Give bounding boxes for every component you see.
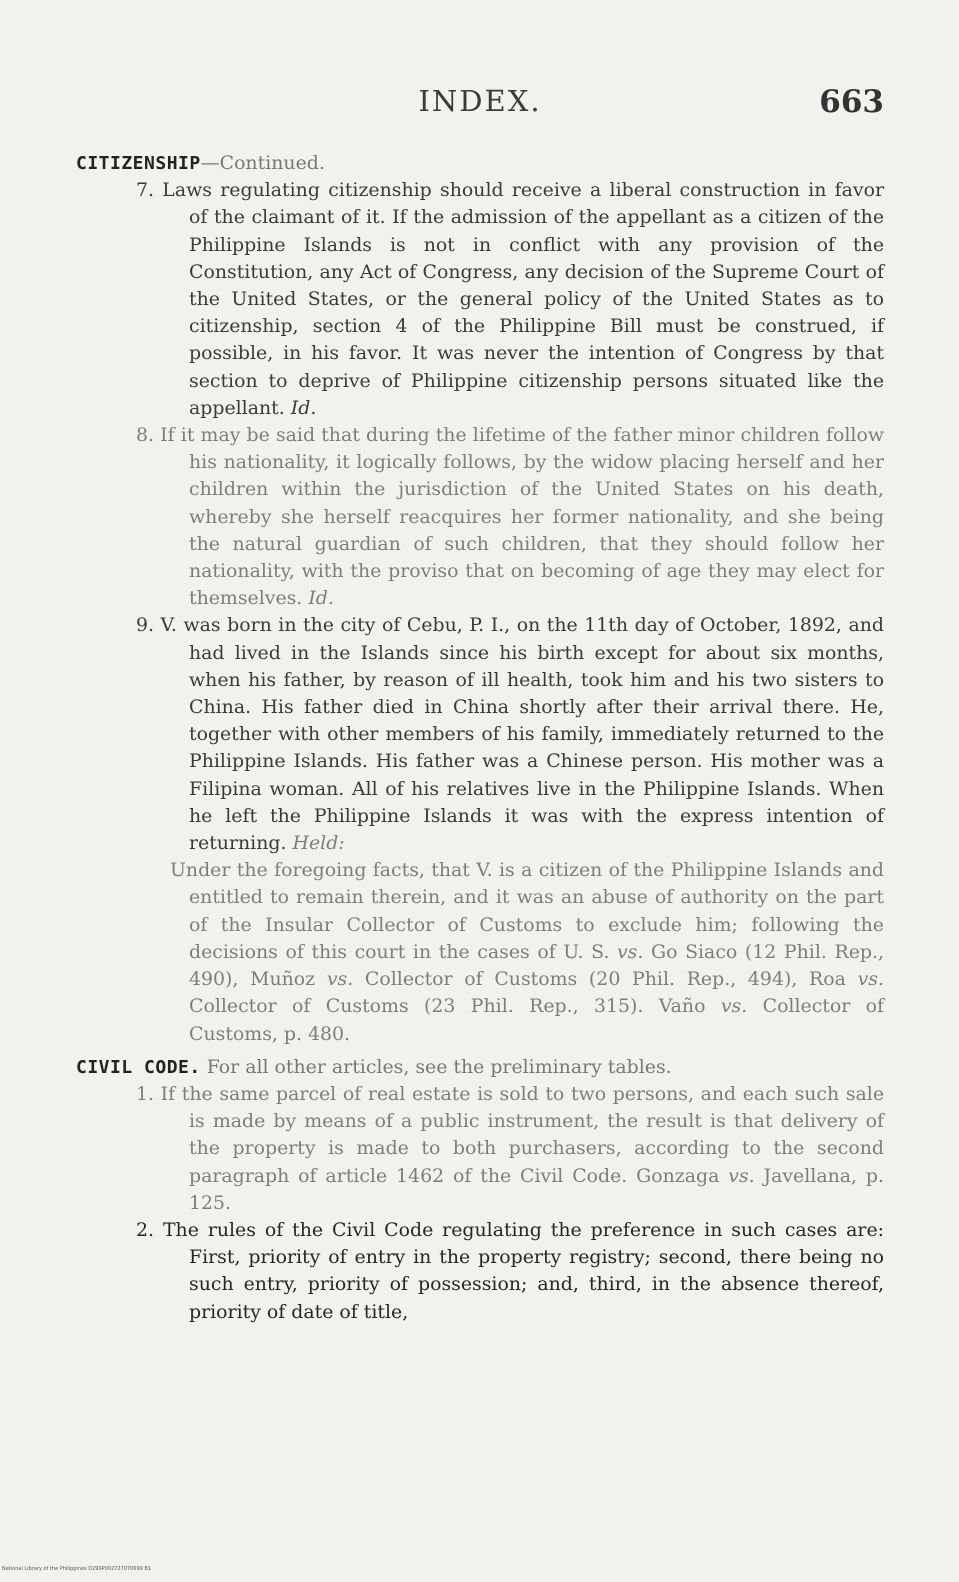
entry-citation: Javellana, p. 125. <box>189 1164 884 1214</box>
held-text: Collector of Customs, p. 480. <box>189 995 885 1045</box>
entry-citation: Id. <box>290 396 317 419</box>
heading-term: CITIZENSHIP <box>76 153 201 174</box>
heading-note: For all other articles, see the preliminary tables. <box>200 1055 672 1078</box>
versus-abbrev: vs. <box>617 940 644 963</box>
page-number: 663 <box>819 84 884 120</box>
running-head <box>76 84 884 130</box>
held-paragraph <box>76 857 884 1047</box>
index-entry-9 <box>76 612 884 857</box>
entry-text: 8. If it may be said that during the lifetime of the father minor children follow his nationality, it logically follows, by the widow placing herself and her children within the jurisdiction of the United States on his death, whereby she herself reacquires her former nationality, and she being the natural guardian of such children, that they should follow her nationality, with the proviso that on becoming of age they may elect for themselves. <box>136 424 884 610</box>
entry-text: 9. V. was born in the city of Cebu, P. I., on the 11th day of October, 1892, and had lived in the Islands since his birth except for about six months, when his father, by reason of ill health, took him and his two sisters to China. His father died in China shortly after their arrival there. He, together with other members of his family, immediately returned to the Philippine Islands. His father was a Chinese person. His mother was a Filipina woman. All of his relatives live in the Philippine Islands. When he left the Philippine Islands it was with the express intention of returning. <box>136 614 884 855</box>
versus-abbrev: vs. <box>326 968 354 991</box>
index-heading-civil-code <box>76 1054 884 1081</box>
entry-text: 2. The rules of the Civil Code regulating the preference in such cases are: First, priority of entry in the property registry; second, there being no such entry, priority of possession; and, third, in the absence thereof, priority of date of title, <box>136 1218 884 1323</box>
held-text: Under the foregoing facts, that V. is a citizen of the Philippine Islands and entitled to remain therein, and it was an abuse of authority on the part of the Insular Collector of Customs to exclude him; following the decisions of this court in the cases of U. S. <box>170 859 884 963</box>
entry-citation: Held: <box>292 832 345 855</box>
held-text: Go Siaco (12 Phil. Rep., 490), Muñoz <box>189 940 884 991</box>
index-heading-citizenship <box>76 150 884 177</box>
index-text <box>76 150 884 1326</box>
heading-continued: —Continued. <box>200 152 325 174</box>
held-text: Collector of Customs (23 Phil. Rep., 315). Vaño <box>189 995 706 1018</box>
versus-abbrev: vs. <box>720 995 748 1018</box>
index-entry-8 <box>76 422 884 612</box>
entry-citation: Id. <box>308 587 334 610</box>
index-entry-civil-1 <box>76 1081 884 1217</box>
index-entry-civil-2 <box>76 1217 884 1326</box>
held-text: Collector of Customs (20 Phil. Rep., 494), Roa <box>364 968 846 991</box>
page-title: INDEX. <box>418 84 542 118</box>
index-entry-7 <box>76 177 884 422</box>
entry-text: 1. If the same parcel of real estate is sold to two persons, and each such sale is made by means of a public instrument, the result is that delivery of the property is made to both purchasers, according to the second paragraph of article 1462 of the Civil Code. Gonzaga <box>136 1082 884 1187</box>
versus-abbrev: vs. <box>857 968 884 991</box>
versus-abbrev: vs. <box>728 1164 755 1187</box>
entry-text: 7. Laws regulating citizenship should receive a liberal construction in favor of the claimant of it. If the admission of the appellant as a citizen of the Philippine Islands is not in conflict with any provision of the Constitution, any Act of Congress, any decision of the Supreme Court of the United States, or the general policy of the United States as to citizenship, section 4 of the Philippine Bill must be construed, if possible, in his favor. It was never the intention of Congress by that section to deprive of Philippine citizenship persons situated like the appellant. <box>136 179 884 419</box>
scan-footer: National Library of the Philippines D299P002727070699 B1 <box>2 1566 152 1572</box>
heading-term: CIVIL CODE. <box>76 1056 201 1078</box>
